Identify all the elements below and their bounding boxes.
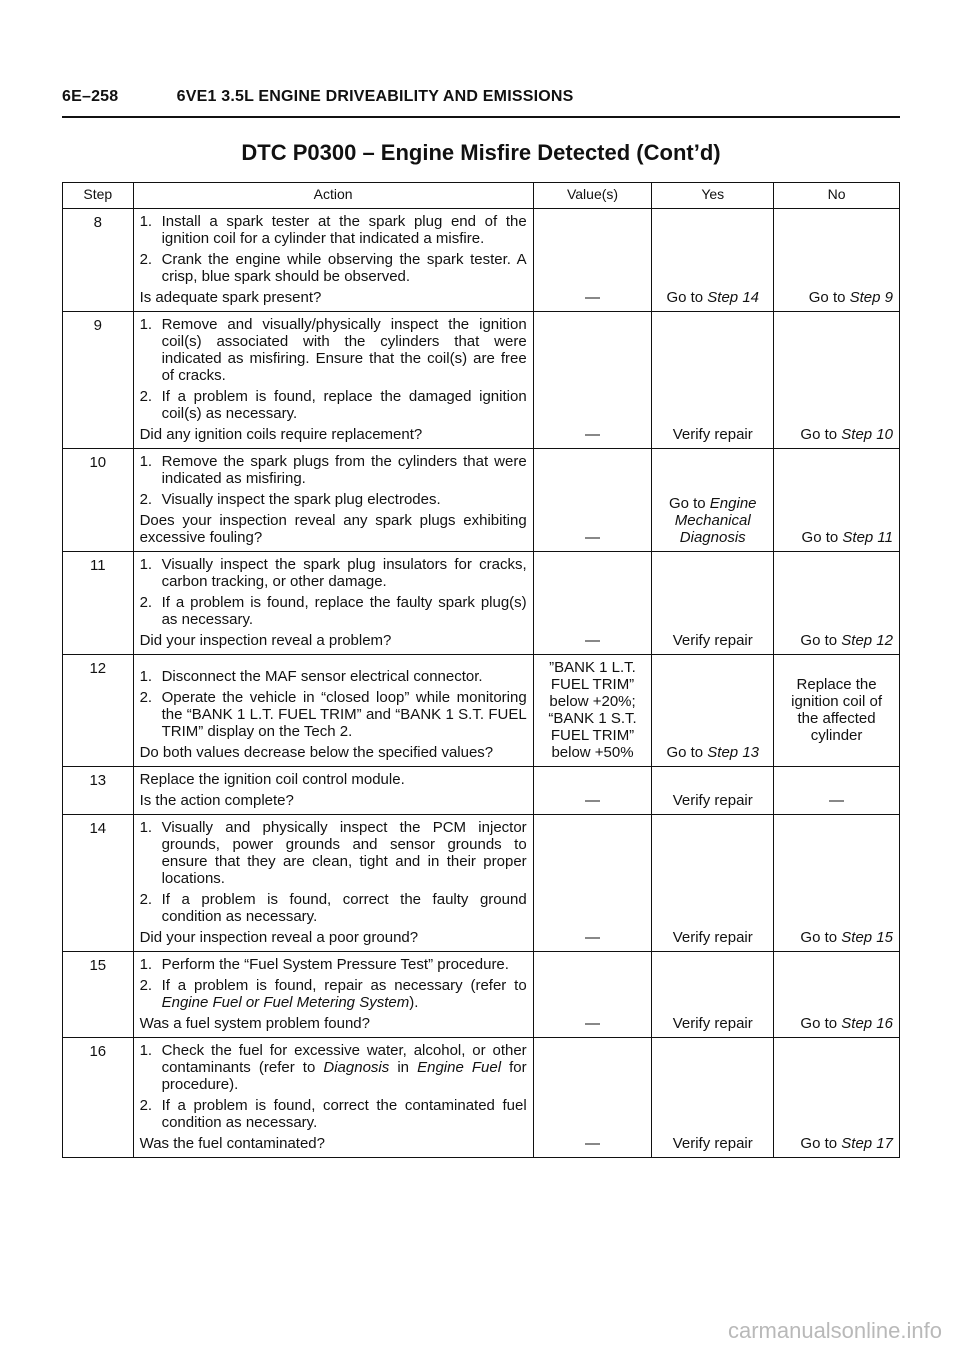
no-goto-target: Step 9 [849,289,893,306]
item-number: 1. [139,213,153,230]
yes-cell [652,767,774,815]
no-goto-target: Step 11 [842,529,893,546]
action-item [140,977,527,1011]
no-cell [774,952,900,1038]
item-text-body: If a problem is found, correct the contaminated fuel condition as necessary. [161,1097,527,1131]
yes-result: Verify repair [672,632,753,649]
item-number: 1. [139,556,153,573]
action-item [140,213,527,247]
action-question: Was the fuel contaminated? [139,1135,325,1152]
step-number: 14 [63,815,134,952]
item-text [162,1097,527,1131]
no-cell [774,209,900,312]
action-item [140,453,527,487]
item-text-body: Visually inspect the spark plug insulators for cracks, carbon tracking, or other damage. [161,556,527,590]
no-goto-label: Go to [800,632,842,649]
yes-cell [652,449,774,552]
action-item [140,388,527,422]
item-text [162,316,527,384]
action-question: Do both values decrease below the specified values? [139,744,494,761]
diagnostic-table [62,182,900,1158]
item-text [162,251,527,285]
col-step: Step [63,183,134,209]
item-text [162,213,527,247]
step-number: 16 [63,1038,134,1158]
table-row [63,815,900,952]
yes-goto-target: Step 13 [707,744,760,761]
action-cell [133,449,533,552]
step-number: 11 [63,552,134,655]
action-cell [133,1038,533,1158]
yes-cell [652,1038,774,1158]
item-text-body: Install a spark tester at the spark plug end of the ignition coil for a cylinder that indicated a misfire. [161,213,527,247]
table-header-row [63,183,900,209]
item-text [162,453,527,487]
item-number: 1. [139,668,153,685]
value-cell: — [533,312,652,449]
no-goto-target: Step 12 [841,632,893,649]
step-number: 10 [63,449,134,552]
header-rule [62,116,900,118]
no-goto-label: Go to [801,529,843,546]
col-yes: Yes [652,183,774,209]
action-cell [133,952,533,1038]
col-no: No [774,183,900,209]
no-goto-target: Step 10 [841,426,893,443]
value-cell: — [533,1038,652,1158]
item-number: 2. [139,491,153,508]
action-item [140,689,527,740]
action-question: Was a fuel system problem found? [139,1015,370,1032]
action-item [140,891,527,925]
action-question: Is the action complete? [139,792,294,809]
item-text-end: ). [409,994,419,1011]
item-number: 2. [139,977,153,994]
action-item [140,491,527,508]
yes-result: Verify repair [672,1015,753,1032]
col-action: Action [133,183,533,209]
item-text [162,594,527,628]
table-row [63,767,900,815]
no-result: — [829,792,845,809]
no-goto-label: Go to [800,426,842,443]
no-cell [774,767,900,815]
item-number: 2. [139,1097,153,1114]
item-text [162,668,527,685]
no-cell [774,655,900,767]
yes-cell [652,952,774,1038]
document-title: DTC P0300 – Engine Misfire Detected (Cont’d) [241,140,721,165]
value-cell: — [533,767,652,815]
item-number: 1. [139,819,153,836]
item-text-body: If a problem is found, replace the damaged ignition coil(s) as necessary. [161,388,527,422]
action-cell [133,209,533,312]
yes-goto-label: Go to [668,495,710,512]
step-number: 13 [63,767,134,815]
item-text [162,1042,527,1093]
action-item [140,556,527,590]
action-cell [133,815,533,952]
no-goto-label: Go to [808,289,850,306]
action-question: Did your inspection reveal a problem? [139,632,392,649]
no-goto-label: Go to [800,1015,842,1032]
page-header [62,88,900,106]
yes-goto-target: Step 14 [707,289,760,306]
item-text-end: for procedure). [161,1059,527,1093]
yes-result: Verify repair [672,1135,753,1152]
item-text-body: Disconnect the MAF sensor electrical connector. [161,668,483,685]
item-text-body: Visually inspect the spark plug electrodes. [161,491,441,508]
yes-cell [652,655,774,767]
item-number: 1. [139,956,153,973]
table-row [63,312,900,449]
page-code: 6E–258 [62,88,119,105]
item-text-body: If a problem is found, replace the faulty spark plug(s) as necessary. [161,594,527,628]
no-cell [774,815,900,952]
item-number: 2. [139,594,153,611]
item-text [162,556,527,590]
item-number: 1. [139,453,153,470]
value-cell: — [533,449,652,552]
table-row [63,449,900,552]
item-text-body: Remove the spark plugs from the cylinders that were indicated as misfiring. [161,453,527,487]
item-number: 2. [139,388,153,405]
yes-goto-label: Go to [666,289,708,306]
step-number: 12 [63,655,134,767]
item-text [162,689,527,740]
action-cell [133,552,533,655]
yes-cell [652,815,774,952]
action-item [140,316,527,384]
item-number: 2. [139,689,153,706]
yes-result: Verify repair [672,929,753,946]
item-number: 1. [139,1042,153,1059]
step-number: 9 [63,312,134,449]
item-text [162,491,527,508]
action-cell [133,312,533,449]
item-text-mid: in [389,1059,418,1076]
yes-cell [652,312,774,449]
value-cell: — [533,552,652,655]
item-reference: Diagnosis [323,1059,390,1076]
col-value: Value(s) [533,183,652,209]
item-text-body: Remove and visually/physically inspect the ignition coil(s) associated with the cylinders that were indicated as misfiring. Ensure that the coil(s) are free of cracks. [161,316,527,384]
action-question: Is adequate spark present? [139,289,322,306]
yes-goto-target: Engine Mechanical Diagnosis [674,495,757,546]
action-item [140,668,527,685]
yes-cell [652,552,774,655]
item-reference: Engine Fuel or Fuel Metering System [161,994,410,1011]
yes-result: Verify repair [672,426,753,443]
item-text [162,819,527,887]
step-number: 15 [63,952,134,1038]
action-question: Did any ignition coils require replacement? [139,426,423,443]
watermark: carmanualsonline.info [727,1318,942,1343]
action-cell [133,767,533,815]
action-cell [133,655,533,767]
action-item [140,956,527,973]
item-text [162,956,527,973]
item-text-body: Visually and physically inspect the PCM injector grounds, power grounds and sensor grounds to ensure that they are clean, tight and in their proper locations. [161,819,527,887]
item-text-body: If a problem is found, correct the faulty ground condition as necessary. [161,891,527,925]
action-item [140,1042,527,1093]
no-goto-target: Step 16 [841,1015,893,1032]
value-cell: — [533,815,652,952]
action-question: Does your inspection reveal any spark plugs exhibiting excessive fouling? [139,512,527,546]
action-item [140,251,527,285]
step-number: 8 [63,209,134,312]
item-number: 2. [139,251,153,268]
no-goto-target: Step 15 [841,929,893,946]
value-cell: — [533,952,652,1038]
item-text-body: If a problem is found, repair as necessary (refer to [161,977,527,994]
no-cell [774,552,900,655]
action-item [140,819,527,887]
item-text [162,977,527,1011]
no-result: Replace the ignition coil of the affected cylinder [791,676,882,744]
table-row [63,209,900,312]
item-text-body: Crank the engine while observing the spark tester. A crisp, blue spark should be observed. [161,251,527,285]
item-text-body: Operate the vehicle in “closed loop” while monitoring the “BANK 1 L.T. FUEL TRIM” and “BANK 1 S.T. FUEL TRIM” display on the Tech 2. [161,689,527,740]
item-number: 2. [139,891,153,908]
table-row [63,655,900,767]
value-cell: ”BANK 1 L.T. FUEL TRIM” below +20%; “BANK 1 S.T. FUEL TRIM” below +50% [533,655,652,767]
item-text [162,388,527,422]
no-goto-target: Step 17 [841,1135,893,1152]
yes-cell [652,209,774,312]
table-row [63,1038,900,1158]
action-item [140,594,527,628]
yes-result: Verify repair [672,792,753,809]
no-cell [774,1038,900,1158]
table-row [63,552,900,655]
action-question: Did your inspection reveal a poor ground? [139,929,419,946]
action-item [140,1097,527,1131]
no-goto-label: Go to [800,929,842,946]
item-reference: Engine Fuel [417,1059,502,1076]
item-text-body: Perform the “Fuel System Pressure Test” procedure. [161,956,509,973]
yes-goto-label: Go to [666,744,708,761]
action-text: Replace the ignition coil control module. [139,771,405,788]
item-text [162,891,527,925]
value-cell: — [533,209,652,312]
table-row [63,952,900,1038]
item-number: 1. [139,316,153,333]
no-cell [774,312,900,449]
section-title: 6VE1 3.5L ENGINE DRIVEABILITY AND EMISSIONS [176,88,574,105]
no-cell [774,449,900,552]
item-text-body: Check the fuel for excessive water, alcohol, or other contaminants (refer to [161,1042,527,1076]
no-goto-label: Go to [800,1135,842,1152]
